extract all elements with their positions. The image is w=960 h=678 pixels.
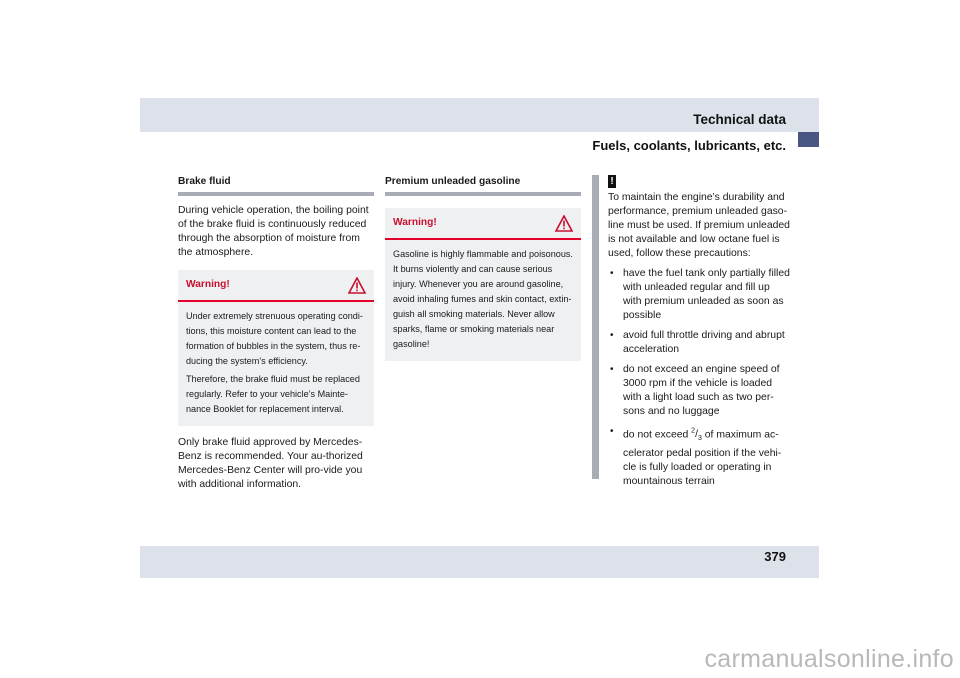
gasoline-warning-box — [385, 208, 581, 361]
brake-warning-text-1: Under extremely strenuous operating condi-tions, this moisture content can lead to the formation of bubbles in the system, thus re-ducing the system’s efficiency. — [186, 311, 363, 366]
brake-warning-title: Warning! — [186, 279, 230, 290]
brake-warning-text-2: Therefore, the brake fluid must be replaced regularly. Refer to your vehicle’s Mainte-nance Booklet for replacement interval. — [186, 374, 360, 414]
warning-triangle-icon — [348, 277, 366, 294]
brake-fluid-outro: Only brake fluid approved by Mercedes-Benz is recommended. Your au-thorized Mercedes-Benz Center will pro-vide you with additional information. — [178, 437, 363, 490]
fraction-two-thirds: $^2/_3$ — [691, 428, 702, 443]
footer-band — [140, 546, 819, 578]
brake-warning-box — [178, 270, 374, 426]
exclamation-icon: ! — [608, 175, 616, 188]
brake-fluid-heading: Brake fluid — [178, 175, 374, 196]
gasoline-warning-title: Warning! — [393, 217, 437, 228]
notice-bullet-list — [608, 267, 790, 489]
brake-warning-header — [178, 270, 374, 302]
list-item: • have the fuel tank only partially filled with unleaded regular and fill up with premium unleaded as soon as possible — [610, 268, 790, 321]
brake-fluid-column — [178, 175, 374, 502]
bullet-icon: • — [610, 364, 614, 375]
page-number: 379 — [764, 549, 786, 564]
watermark: carmanualsonline.info — [704, 645, 954, 673]
section-title: Technical data — [693, 112, 786, 127]
bullet-icon: • — [610, 268, 614, 279]
list-item: • do not exceed $^2/_3$ of maximum ac-celerator pedal position if the vehi-cle is fully loaded or operating in mountainous terrain — [610, 426, 782, 487]
section-tab — [798, 132, 819, 147]
list-item: • avoid full throttle driving and abrupt acceleration — [610, 330, 785, 355]
gasoline-column — [385, 175, 581, 371]
list-item: • do not exceed an engine speed of 3000 rpm if the vehicle is loaded with a light load such as two per-sons and no luggage — [610, 364, 780, 417]
notice-intro: To maintain the engine’s durability and performance, premium unleaded gaso-line must be used. If premium unleaded is not available and low octane fuel is used, follow these precautions: — [608, 192, 790, 259]
gasoline-warning-text: Gasoline is highly flammable and poisonous. It burns violently and can cause serious injury. Whenever you are around gasoline, avoid inhaling fumes and skin contact, extin-guish all smoking materials. Never allow sparks, flame or smoking materials near gasoline! — [393, 249, 573, 349]
notice-side-bar — [592, 175, 599, 479]
bullet-icon: • — [610, 330, 614, 341]
section-subtitle: Fuels, coolants, lubricants, etc. — [592, 138, 786, 153]
gasoline-heading: Premium unleaded gasoline — [385, 175, 581, 196]
bullet-icon: • — [610, 426, 614, 437]
brake-fluid-intro: During vehicle operation, the boiling point of the brake fluid is continuously reduced through the absorption of moisture from the atmosphere. — [178, 205, 369, 258]
gasoline-warning-header — [385, 208, 581, 240]
notice-content — [608, 175, 790, 495]
warning-triangle-icon — [555, 215, 573, 232]
